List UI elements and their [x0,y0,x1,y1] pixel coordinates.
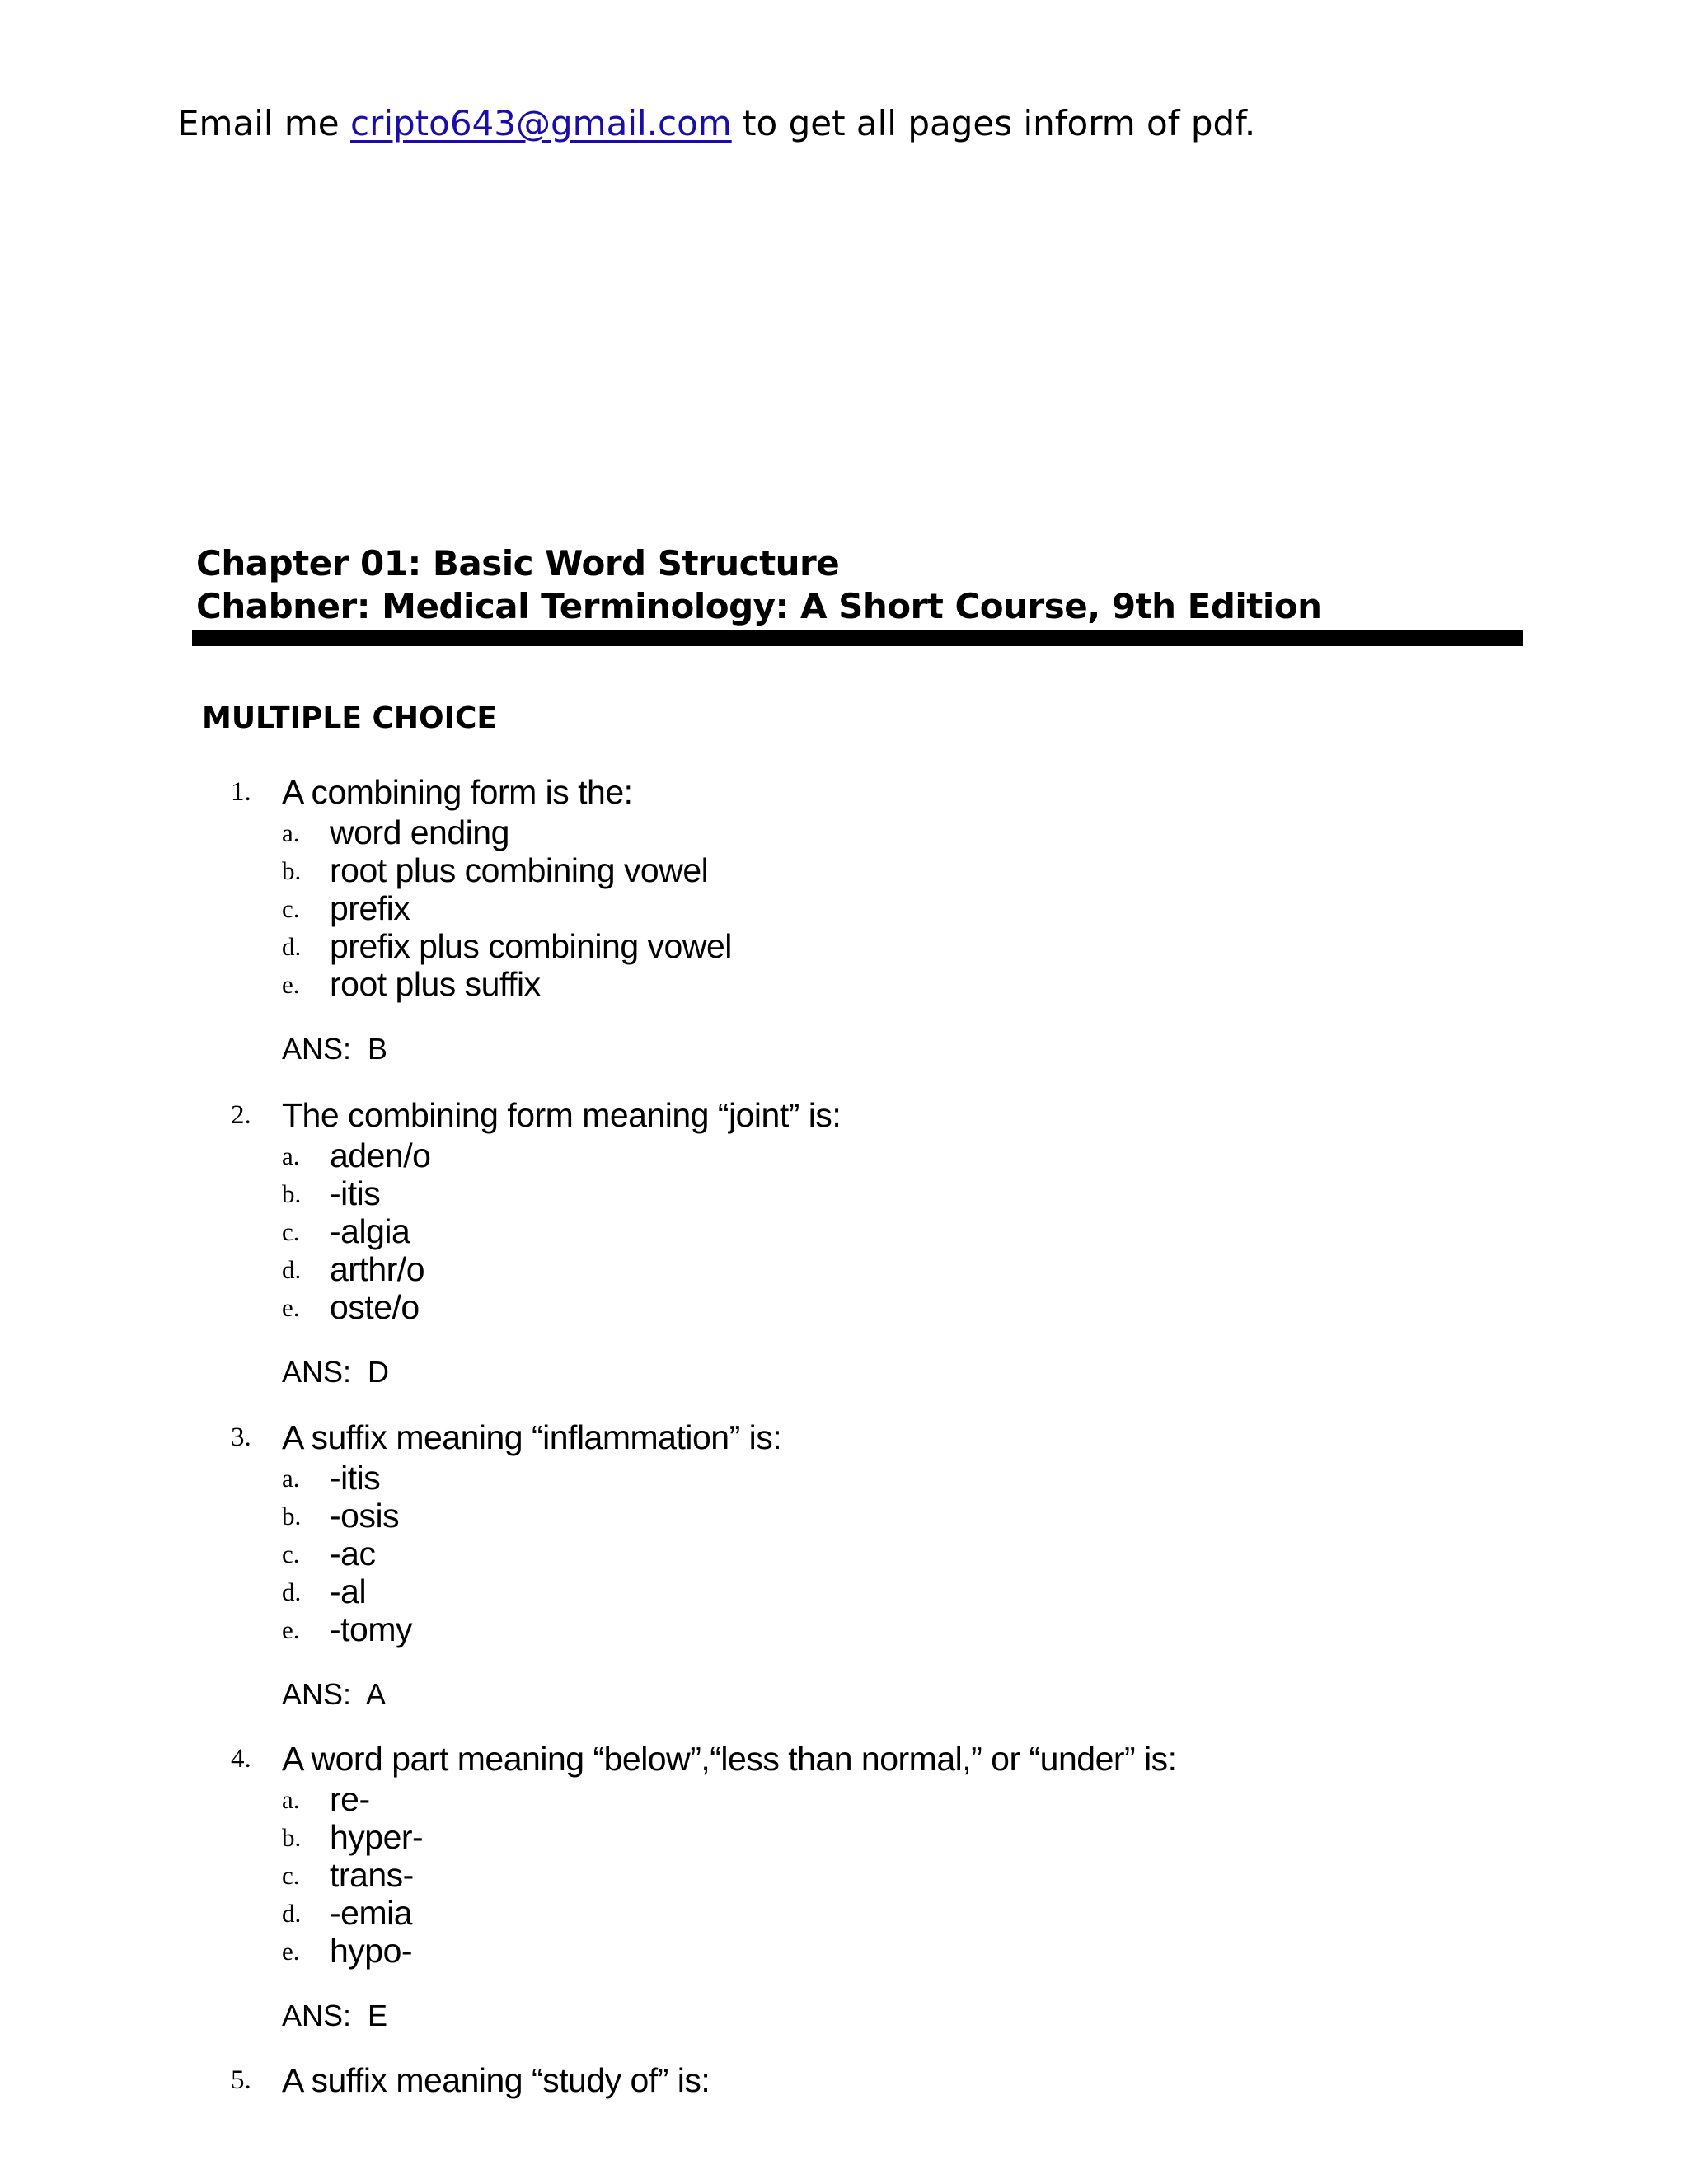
option-letter: b. [282,1502,302,1530]
email-link[interactable]: cripto643@gmail.com [349,103,732,143]
question-1 [231,771,1632,1071]
option-d [231,927,1632,965]
option-a [231,1459,1632,1497]
option-a [231,813,1632,851]
option-letter: b. [282,1823,302,1852]
option-text: oste/o [330,1288,420,1326]
option-letter: d. [282,932,302,961]
option-e [231,965,1632,1003]
title-rule [192,630,1523,646]
section-heading: MULTIPLE CHOICE [202,701,497,735]
option-text: -emia [330,1894,413,1932]
option-text: -algia [330,1212,410,1250]
option-text: trans- [330,1856,414,1894]
option-text: re- [330,1780,370,1818]
question-number: 3. [231,1422,251,1452]
question-stem: A suffix meaning “study of” is: [282,2061,710,2099]
email-prefix: Email me [177,103,350,143]
option-letter: b. [282,1179,302,1208]
option-letter: e. [282,1293,300,1322]
option-letter: b. [282,856,302,885]
option-b [231,851,1632,889]
option-letter: d. [282,1577,302,1606]
question-2 [231,1094,1632,1394]
option-text: aden/o [330,1137,431,1174]
option-b [231,1174,1632,1212]
option-b [231,1497,1632,1535]
option-text: root plus suffix [330,965,541,1003]
document-title [196,542,1322,628]
option-letter: c. [282,894,300,923]
option-text: -itis [330,1459,381,1497]
option-letter: a. [282,1785,300,1814]
email-banner [177,97,1255,150]
option-text: hypo- [330,1932,413,1970]
option-text: word ending [330,813,509,851]
book-title: Chabner: Medical Terminology: A Short Course, 9th Edition [196,586,1322,626]
question-number: 2. [231,1100,251,1130]
chapter-title: Chapter 01: Basic Word Structure [196,543,840,583]
option-d [231,1250,1632,1288]
option-letter: a. [282,1141,300,1170]
answer-text: ANS: A [282,1677,387,1711]
question-5 [231,2059,1632,2102]
option-c [231,1212,1632,1250]
option-text: prefix [330,889,410,927]
option-letter: e. [282,1615,300,1644]
email-suffix: to get all pages inform of pdf. [731,103,1256,143]
option-text: -ac [330,1535,376,1572]
answer-line [231,1028,1632,1071]
option-text: prefix plus combining vowel [330,927,732,965]
answer-line [231,1351,1632,1394]
option-e [231,1288,1632,1326]
option-e [231,1932,1632,1970]
option-letter: d. [282,1255,302,1284]
question-stem: The combining form meaning “joint” is: [282,1096,842,1134]
answer-text: ANS: E [282,1999,388,2032]
option-e [231,1610,1632,1648]
option-c [231,1856,1632,1894]
option-a [231,1780,1632,1818]
answer-text: ANS: B [282,1032,388,1066]
option-text: -itis [330,1174,381,1212]
option-text: -tomy [330,1610,412,1648]
question-number: 5. [231,2065,251,2095]
option-letter: a. [282,818,300,847]
answer-line [231,1673,1632,1716]
option-letter: c. [282,1861,300,1890]
question-stem: A suffix meaning “inflammation” is: [282,1418,782,1456]
option-letter: c. [282,1217,300,1246]
question-stem: A combining form is the: [282,773,633,811]
answer-line [231,1994,1632,2037]
option-letter: e. [282,970,300,999]
option-c [231,1535,1632,1572]
question-number: 4. [231,1744,251,1774]
option-letter: c. [282,1540,300,1568]
option-letter: d. [282,1899,302,1928]
option-text: hyper- [330,1818,424,1856]
option-d [231,1572,1632,1610]
option-text: -al [330,1572,367,1610]
question-number: 1. [231,777,251,807]
option-text: arthr/o [330,1250,424,1288]
option-b [231,1818,1632,1856]
option-text: -osis [330,1497,400,1535]
option-letter: e. [282,1937,300,1966]
question-4 [231,1737,1632,2037]
option-letter: a. [282,1464,300,1493]
option-text: root plus combining vowel [330,851,709,889]
option-c [231,889,1632,927]
option-d [231,1894,1632,1932]
question-stem: A word part meaning “below”,“less than normal,” or “under” is: [282,1740,1177,1778]
question-3 [231,1416,1632,1716]
answer-text: ANS: D [282,1355,390,1389]
option-a [231,1137,1632,1174]
